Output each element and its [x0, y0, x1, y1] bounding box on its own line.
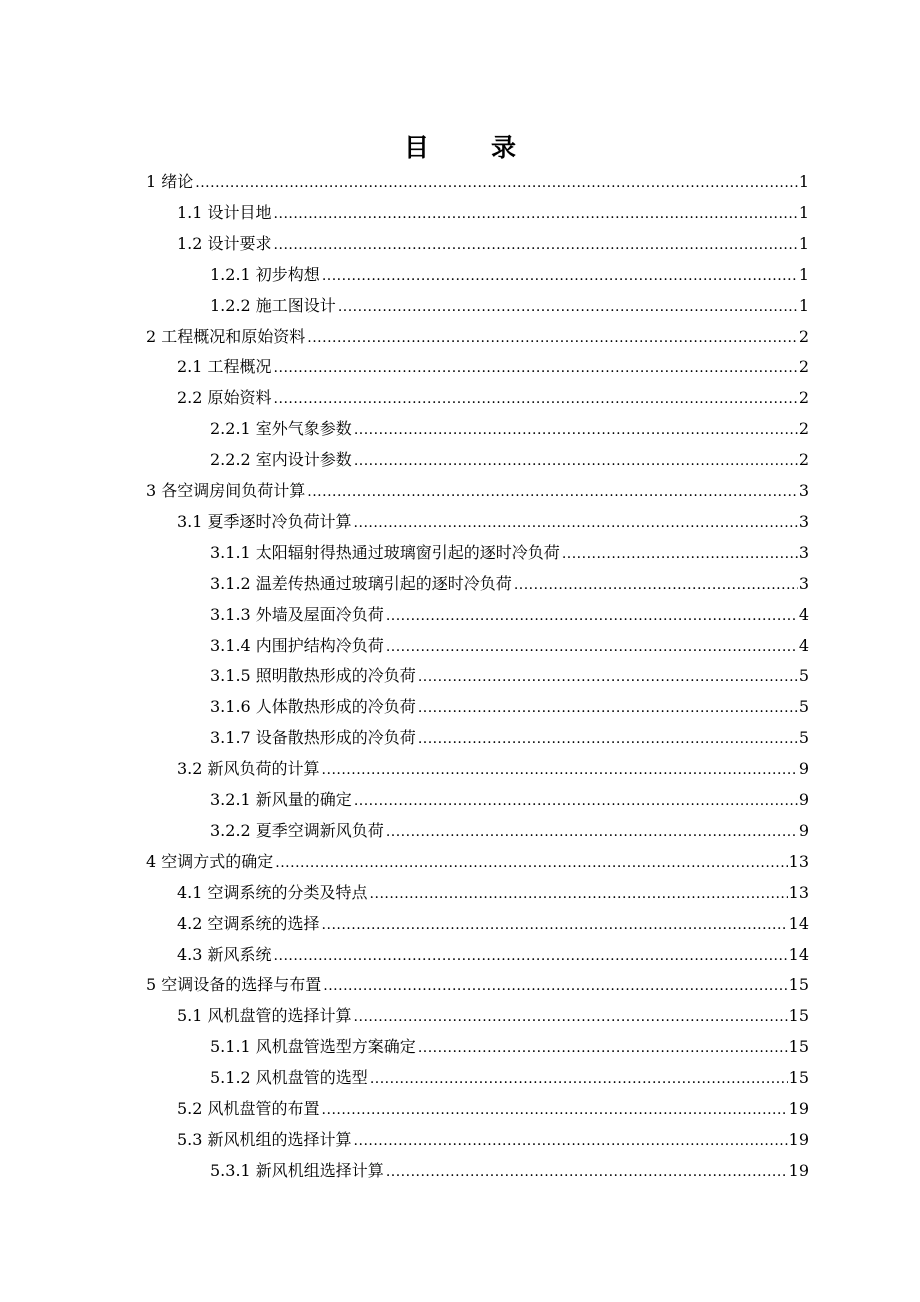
toc-entry-label: 3.1 夏季逐时冷负荷计算 [177, 511, 352, 531]
toc-entry-page-number: 1 [798, 202, 809, 222]
toc-entry-page-number: 2 [798, 388, 809, 408]
toc-entry[interactable] [177, 352, 809, 382]
toc-entry-page-number: 19 [788, 1160, 809, 1180]
toc-dot-leader [370, 878, 788, 908]
toc-dot-leader [418, 661, 798, 691]
toc-entry[interactable] [177, 940, 809, 970]
toc-entry-label: 2.1 工程概况 [177, 357, 272, 377]
toc-dot-leader [370, 1063, 788, 1093]
toc-entry-label: 5.3.1 新风机组选择计算 [210, 1160, 384, 1180]
title-char-left: 目 [403, 133, 429, 162]
toc-entry-page-number: 1 [798, 233, 809, 253]
toc-entry-label: 5.3 新风机组的选择计算 [177, 1129, 352, 1149]
toc-entry-label: 2 工程概况和原始资料 [146, 326, 306, 346]
toc-entry-page-number: 3 [798, 511, 809, 531]
toc-entry[interactable] [177, 754, 809, 784]
toc-entry-page-number: 15 [788, 1006, 809, 1026]
toc-dot-leader [354, 1001, 788, 1031]
toc-entry[interactable] [210, 661, 809, 691]
toc-entry[interactable] [177, 1094, 809, 1124]
toc-dot-leader [514, 569, 798, 599]
toc-entry[interactable] [210, 816, 809, 846]
toc-entry-page-number: 2 [798, 326, 809, 346]
toc-entry-page-number: 13 [788, 851, 809, 871]
toc-entry-label: 3.1.4 内围护结构冷负荷 [210, 635, 384, 655]
toc-entry-page-number: 14 [788, 944, 809, 964]
toc-entry[interactable] [210, 291, 809, 321]
toc-dot-leader [562, 538, 798, 568]
toc-entry-page-number: 4 [798, 604, 809, 624]
toc-entry-label: 3.1.7 设备散热形成的冷负荷 [210, 728, 416, 748]
toc-entry[interactable] [210, 445, 809, 475]
toc-entry-label: 3.1.5 照明散热形成的冷负荷 [210, 666, 416, 686]
toc-entry[interactable] [210, 692, 809, 722]
page-title [0, 128, 920, 164]
toc-entry-page-number: 13 [788, 882, 809, 902]
title-char-right: 录 [491, 133, 517, 162]
toc-entry-label: 2.2 原始资料 [177, 388, 272, 408]
toc-entry-page-number: 3 [798, 542, 809, 562]
toc-entry[interactable] [210, 538, 809, 568]
toc-dot-leader [274, 383, 798, 413]
toc-dot-leader [274, 229, 798, 259]
toc-entry[interactable] [177, 909, 809, 939]
toc-dot-leader [386, 600, 798, 630]
toc-entry[interactable] [177, 507, 809, 537]
toc-entry[interactable] [210, 414, 809, 444]
toc-entry[interactable] [210, 260, 809, 290]
toc-entry-label: 4 空调方式的确定 [146, 851, 274, 871]
toc-entry-label: 1.2.2 施工图设计 [210, 295, 336, 315]
toc-entry-page-number: 15 [788, 1037, 809, 1057]
toc-entry-page-number: 15 [788, 1068, 809, 1088]
toc-entry-page-number: 1 [798, 295, 809, 315]
toc-dot-leader [307, 322, 798, 352]
toc-dot-leader [323, 970, 787, 1000]
toc-entry[interactable] [210, 785, 809, 815]
toc-dot-leader [418, 1032, 788, 1062]
toc-dot-leader [274, 352, 798, 382]
toc-entry-label: 5 空调设备的选择与布置 [146, 975, 322, 995]
toc-entry[interactable] [177, 198, 809, 228]
toc-entry-label: 1 绪论 [146, 172, 194, 191]
toc-dot-leader [386, 816, 798, 846]
toc-entry-label: 5.2 风机盘管的布置 [177, 1099, 320, 1118]
toc-entry-label: 5.1.2 风机盘管的选型 [210, 1068, 368, 1088]
toc-dot-leader [354, 414, 798, 444]
toc-entry[interactable] [210, 1156, 809, 1186]
toc-entry[interactable] [146, 970, 809, 1000]
toc-entry-page-number: 5 [798, 728, 809, 748]
toc-entry-page-number: 5 [798, 697, 809, 717]
toc-entry-page-number: 3 [798, 481, 809, 500]
toc-entry[interactable] [146, 476, 809, 506]
toc-entry[interactable] [146, 167, 809, 197]
toc-entry[interactable] [210, 1032, 809, 1062]
toc-entry-label: 5.1 风机盘管的选择计算 [177, 1006, 352, 1026]
toc-entry-label: 3 各空调房间负荷计算 [146, 481, 306, 500]
toc-entry-label: 2.2.2 室内设计参数 [210, 450, 352, 470]
toc-entry-label: 3.2.2 夏季空调新风负荷 [210, 820, 384, 840]
toc-dot-leader [338, 291, 798, 321]
toc-entry[interactable] [177, 383, 809, 413]
toc-entry[interactable] [177, 878, 809, 908]
toc-entry[interactable] [210, 631, 809, 661]
toc-entry-page-number: 19 [788, 1129, 809, 1149]
toc-entry-page-number: 1 [798, 172, 809, 191]
toc-entry[interactable] [210, 723, 809, 753]
toc-entry-page-number: 9 [798, 820, 809, 840]
toc-entry-label: 1.1 设计目地 [177, 202, 272, 222]
toc-entry-page-number: 15 [788, 975, 809, 995]
toc-entry-label: 3.2.1 新风量的确定 [210, 790, 352, 809]
toc-entry-page-number: 5 [798, 666, 809, 686]
toc-entry-page-number: 3 [798, 573, 809, 593]
toc-dot-leader [354, 507, 798, 537]
toc-entry-page-number: 1 [798, 264, 809, 284]
toc-dot-leader [322, 754, 798, 784]
toc-dot-leader [418, 692, 798, 722]
toc-dot-leader [354, 785, 798, 815]
toc-entry-page-number: 2 [798, 357, 809, 377]
toc-entry[interactable] [177, 1001, 809, 1031]
toc-entry[interactable] [210, 600, 809, 630]
toc-entry-label: 5.1.1 风机盘管选型方案确定 [210, 1037, 416, 1057]
toc-entry[interactable] [177, 1125, 809, 1155]
toc-entry-label: 2.2.1 室外气象参数 [210, 419, 352, 439]
toc-entry[interactable] [210, 569, 809, 599]
toc-entry-page-number: 2 [798, 419, 809, 439]
toc-entry[interactable] [210, 1063, 809, 1093]
toc-dot-leader [354, 1125, 788, 1155]
toc-entry-label: 3.1.3 外墙及屋面冷负荷 [210, 604, 384, 624]
toc-entry-page-number: 2 [798, 450, 809, 470]
toc-entry-label: 3.1.6 人体散热形成的冷负荷 [210, 697, 416, 717]
toc-dot-leader [386, 1156, 788, 1186]
toc-dot-leader [354, 445, 798, 475]
toc-entry-label: 1.2 设计要求 [177, 233, 272, 253]
toc-entry[interactable] [146, 322, 809, 352]
toc-dot-leader [322, 260, 798, 290]
toc-entry-label: 4.2 空调系统的选择 [177, 913, 320, 933]
toc-dot-leader [274, 940, 788, 970]
toc-entry-page-number: 19 [788, 1099, 809, 1118]
toc-entry-label: 1.2.1 初步构想 [210, 264, 320, 284]
toc-entry-page-number: 9 [798, 790, 809, 809]
toc-entry-label: 3.2 新风负荷的计算 [177, 759, 320, 779]
toc-entry-label: 4.1 空调系统的分类及特点 [177, 882, 368, 902]
toc-dot-leader [322, 909, 788, 939]
toc-dot-leader [322, 1094, 788, 1124]
toc-entry-page-number: 9 [798, 759, 809, 779]
toc-dot-leader [274, 198, 798, 228]
toc-dot-leader [275, 847, 787, 877]
toc-entry-page-number: 4 [798, 635, 809, 655]
toc-entry-label: 4.3 新风系统 [177, 944, 272, 964]
toc-entry-label: 3.1.1 太阳辐射得热通过玻璃窗引起的逐时冷负荷 [210, 542, 560, 562]
toc-entry[interactable] [177, 229, 809, 259]
toc-dot-leader [418, 723, 798, 753]
toc-entry-page-number: 14 [788, 913, 809, 933]
toc-entry-label: 3.1.2 温差传热通过玻璃引起的逐时冷负荷 [210, 573, 512, 593]
toc-dot-leader [307, 476, 798, 506]
toc-dot-leader [386, 631, 798, 661]
toc-entry[interactable] [146, 847, 809, 877]
toc-dot-leader [195, 167, 798, 197]
